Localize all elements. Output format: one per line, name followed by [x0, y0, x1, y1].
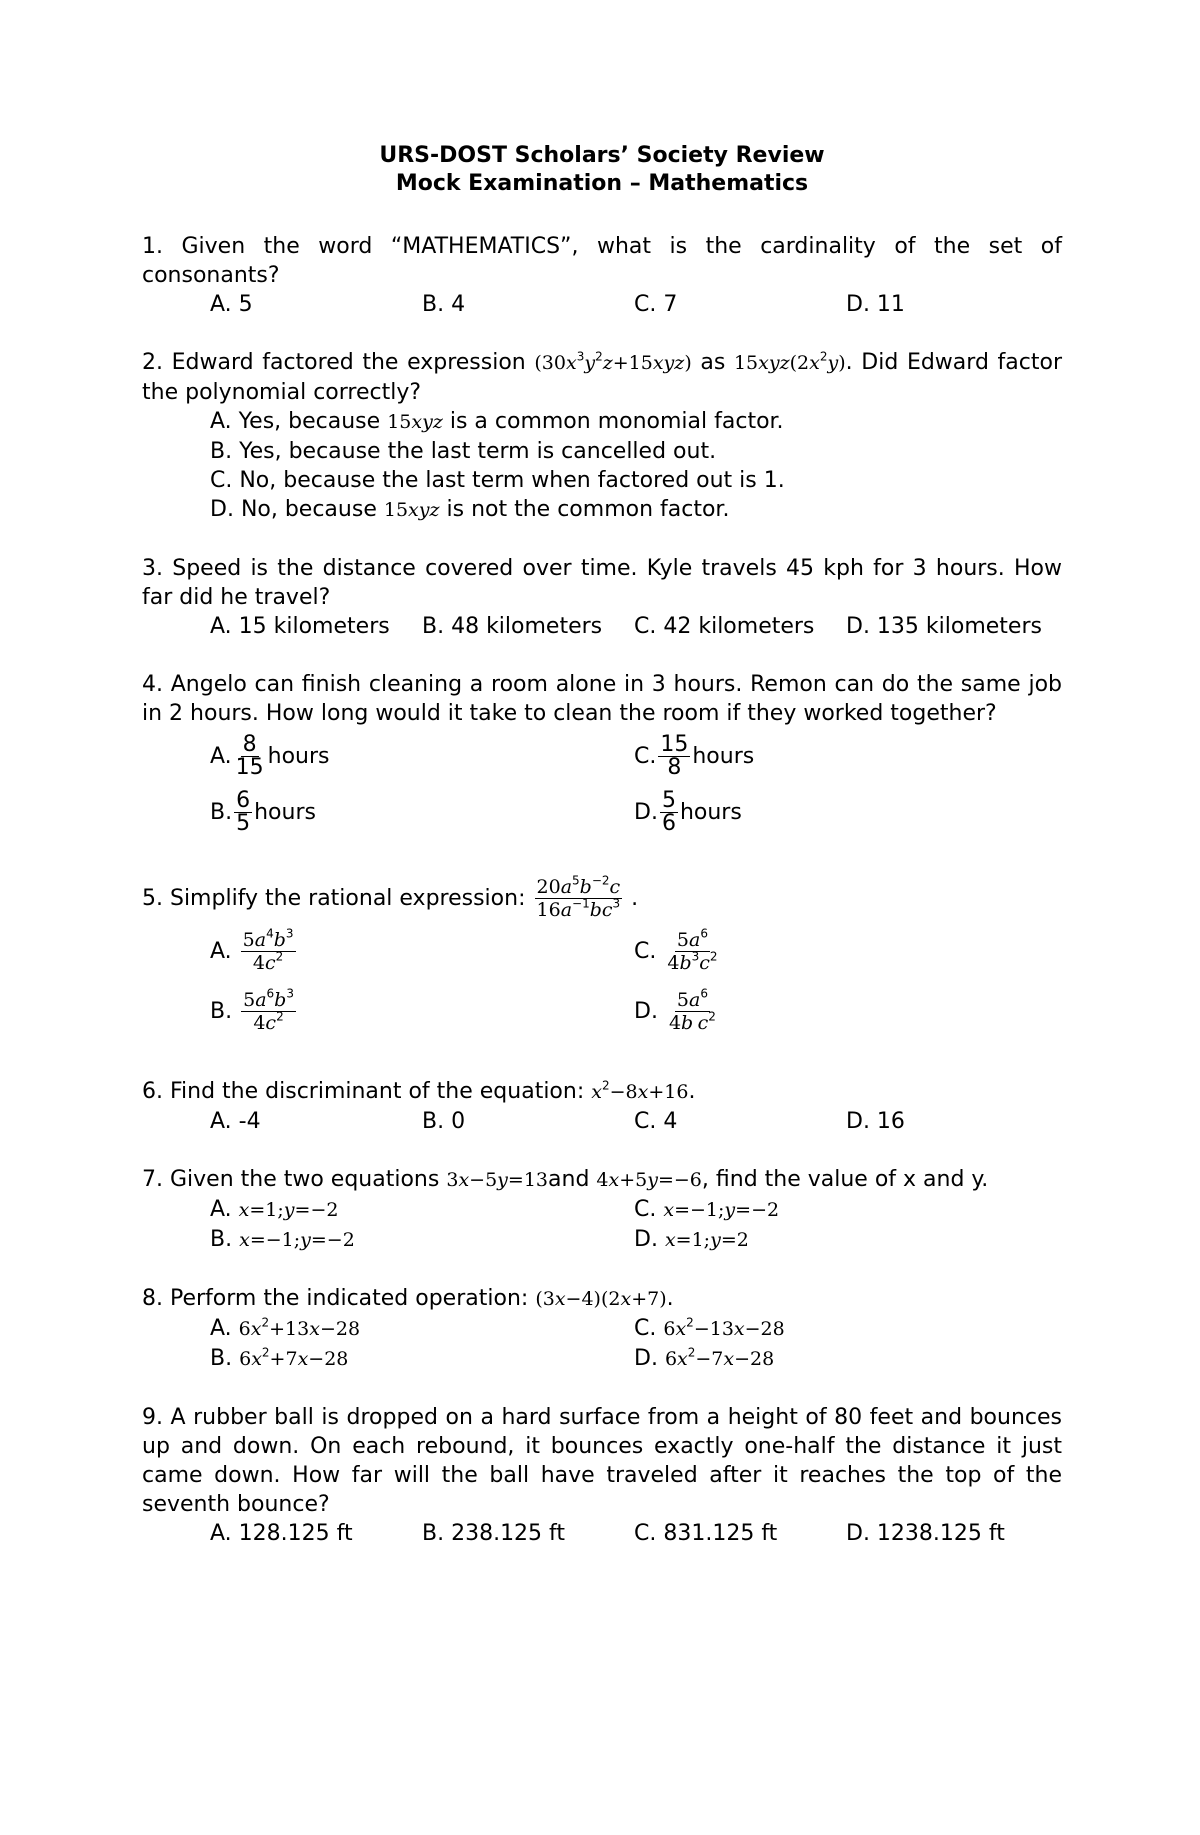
- question-5-options-row-2: [142, 981, 1062, 1041]
- exam-page: [142, 0, 1062, 1548]
- option-d: D. $\frac{5}{6}$ hours: [634, 787, 742, 836]
- option-b: B. $\frac{6}{5}$ hours: [210, 787, 316, 836]
- option-c: C. 7: [634, 292, 678, 317]
- option-d: D. No, because 15xyz is not the common factor.: [210, 497, 730, 522]
- option-c: C. $\frac{5a^6}{4b^3c^2}$: [634, 926, 718, 974]
- question-9: 9. A rubber ball is dropped on a hard surface from a height of 80 feet and bounces up and down. On each rebound, it bounces exactly one-half the distance it just came down. How far will the ball have traveled after it reaches the top of the seventh bounce?: [142, 1405, 1062, 1517]
- question-3-options: [142, 612, 1062, 641]
- exam-title: URS-DOST Scholars’ Society Review: [379, 143, 825, 168]
- option-c: C. 831.125 ft: [634, 1521, 778, 1546]
- option-d: D. $6x^2-7x-28$: [634, 1345, 775, 1371]
- question-3: 3. Speed is the distance covered over time. Kyle travels 45 kph for 3 hours. How far did he travel?: [142, 556, 1062, 610]
- option-a: A. $\frac{5a^4b^3}{4c^2}$: [210, 926, 294, 974]
- option-c: C. $6x^2-13x-28$: [634, 1315, 785, 1341]
- option-d: D. 16: [846, 1109, 905, 1134]
- question-8-options-row-1: [142, 1314, 1062, 1344]
- question-1: 1. Given the word “MATHEMATICS”, what is the cardinality of the set of consonants?: [142, 234, 1062, 288]
- question-2: 2. Edward factored the expression $(30x^3y^2z+15xyz)$ as $15xyz(2x^2y)$. Did Edward factor the polynomial correctly?: [142, 349, 1062, 405]
- question-2-options: [210, 407, 1062, 525]
- question-1-options: [142, 290, 1062, 319]
- option-b: B. $\frac{5a^6b^3}{4c^2}$: [210, 986, 294, 1034]
- question-4: 4. Angelo can finish cleaning a room alone in 3 hours. Remon can do the same job in 2 hours. How long would it take to clean the room if they worked together?: [142, 672, 1062, 726]
- question-6-options: [142, 1107, 1062, 1136]
- option-b: B. 4: [422, 292, 466, 317]
- question-4-options-row-1: [142, 728, 1062, 784]
- option-a: A. Yes, because 15xyz is a common monomial factor.: [210, 409, 784, 434]
- question-4-options-row-2: [142, 784, 1062, 840]
- option-d: D. 135 kilometers: [846, 614, 1042, 639]
- option-d: D. x=1;y=2: [634, 1227, 749, 1252]
- option-b: B. Yes, because the last term is cancelled out.: [210, 439, 717, 464]
- question-7: 7. Given the two equations 3x−5y=13and 4x+5y=−6, find the value of x and y.: [142, 1167, 989, 1192]
- option-b: B. 0: [422, 1109, 466, 1134]
- option-b: B. 48 kilometers: [422, 614, 603, 639]
- question-8: 8. Perform the indicated operation: (3x−4)(2x+7).: [142, 1286, 674, 1311]
- option-d: D. 1238.125 ft: [846, 1521, 1005, 1546]
- option-a: A. 5: [210, 292, 253, 317]
- exam-subtitle: Mock Examination – Mathematics: [395, 171, 809, 196]
- option-c: C. No, because the last term when factored out is 1.: [210, 468, 785, 493]
- option-a: A. -4: [210, 1109, 261, 1134]
- option-a: A. x=1;y=−2: [210, 1197, 339, 1222]
- question-5: 5. Simplify the rational expression: $\frac{20a^5b^{-2}c}{16a^{-1}bc^3}$ .: [142, 873, 639, 921]
- question-7-options-row-2: [142, 1225, 1062, 1255]
- option-a: A. 15 kilometers: [210, 614, 390, 639]
- question-9-options: [142, 1519, 1062, 1548]
- option-b: B. x=−1;y=−2: [210, 1227, 355, 1252]
- question-5-options-row-1: [142, 921, 1062, 981]
- question-8-options-row-2: [142, 1344, 1062, 1374]
- option-a: A. $\frac{8}{15}$ hours: [210, 731, 330, 780]
- option-a: A. 128.125 ft: [210, 1521, 353, 1546]
- option-c: C. 42 kilometers: [634, 614, 815, 639]
- option-d: D. 11: [846, 292, 905, 317]
- question-7-options-row-1: [142, 1195, 1062, 1225]
- option-b: B. 238.125 ft: [422, 1521, 566, 1546]
- option-a: A. $6x^2+13x-28$: [210, 1315, 361, 1341]
- option-c: C. 4: [634, 1109, 678, 1134]
- option-b: B. $6x^2+7x-28$: [210, 1345, 349, 1371]
- option-d: D. $\frac{5a^6}{4b c^2}$: [634, 986, 716, 1034]
- option-c: C. x=−1;y=−2: [634, 1197, 780, 1222]
- expression-fraction: $\frac{20a^5b^{-2}c}{16a^{-1}bc^3}$: [536, 873, 621, 921]
- question-6: 6. Find the discriminant of the equation: $x^2-8x+16$.: [142, 1078, 696, 1104]
- option-c: C. $\frac{15}{8}$ hours: [634, 731, 755, 780]
